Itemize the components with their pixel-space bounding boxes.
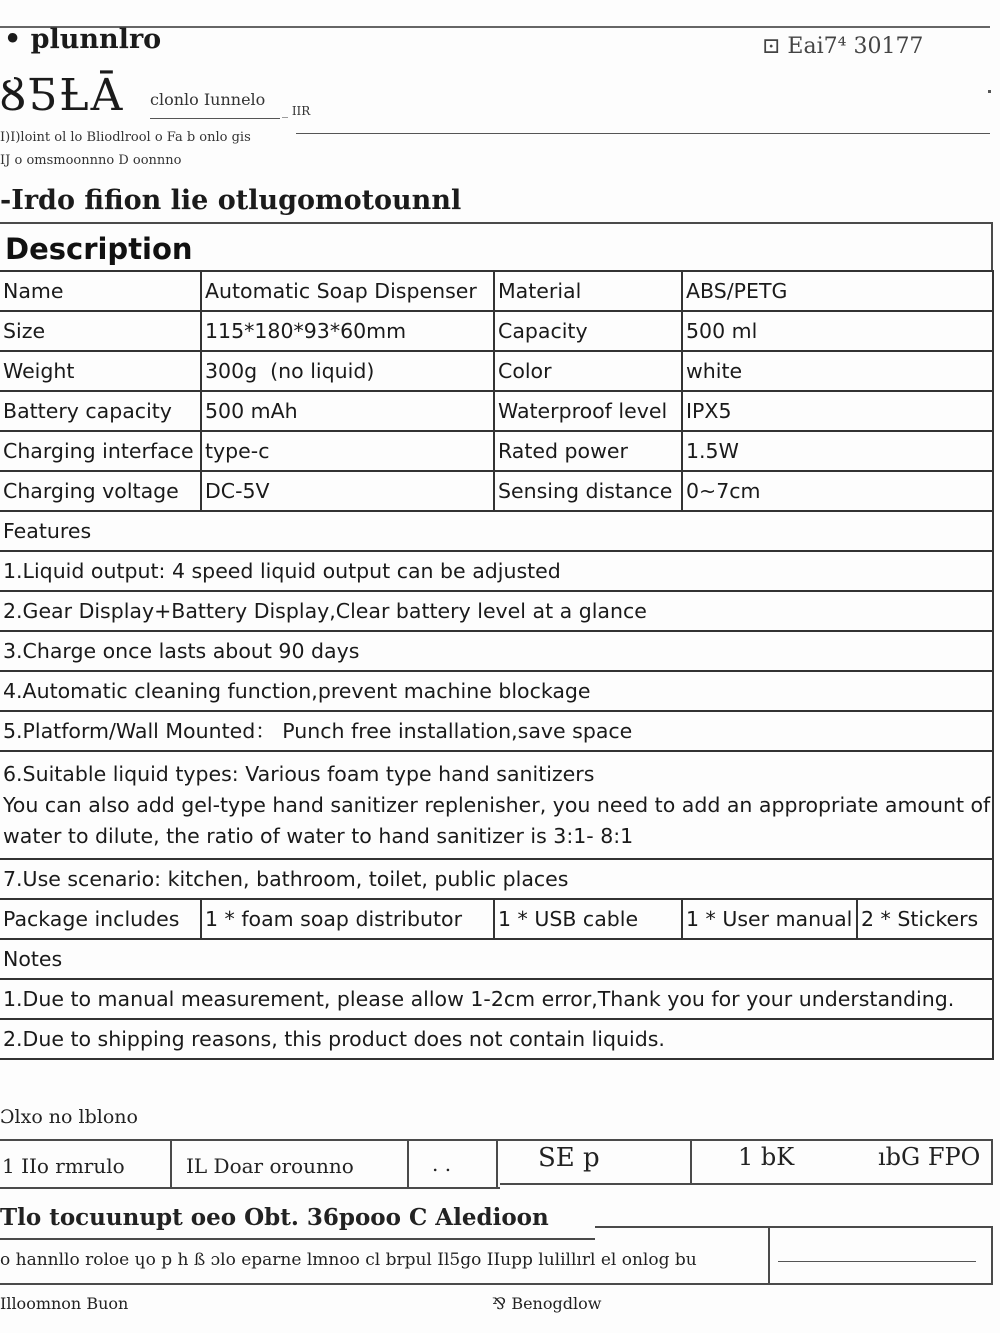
spec-value: type-c bbox=[201, 431, 494, 471]
footer-label: Ɔlxo no lblono bbox=[0, 1106, 138, 1128]
spec-label: Weight bbox=[0, 351, 201, 391]
footer-cell: 1 bK bbox=[738, 1143, 795, 1171]
spec-label: Rated power bbox=[494, 431, 682, 471]
features-header: Features bbox=[0, 511, 993, 551]
table-row bbox=[0, 351, 993, 391]
package-item: 2 * Stickers bbox=[857, 899, 993, 939]
table-row bbox=[0, 391, 993, 431]
header-sub-rule bbox=[296, 133, 990, 134]
footer-bottom-rule bbox=[0, 1283, 993, 1285]
footer-table-bottom-right bbox=[500, 1183, 993, 1185]
feature-item: 5.Platform/Wall Mounted： Punch free installation,save space bbox=[0, 711, 993, 751]
table-row bbox=[0, 671, 993, 711]
table-row bbox=[0, 311, 993, 351]
footer-bottom-right: ⅋ Benogdlow bbox=[492, 1294, 602, 1313]
footer-cell-divider bbox=[991, 1141, 993, 1184]
table-row bbox=[0, 631, 993, 671]
footer-cell-divider bbox=[690, 1141, 692, 1184]
package-item: 1 * User manual bbox=[682, 899, 857, 939]
table-row bbox=[0, 431, 993, 471]
header-subline-1: I)I)loint ol lo Bliodlrool o Fa b onlo gis bbox=[0, 130, 251, 145]
brand-name: • plunnlro bbox=[4, 24, 162, 55]
footer-line-divider bbox=[768, 1228, 770, 1284]
document-code: ⊡ Eai7⁴ 30177 bbox=[762, 34, 924, 59]
footer-cell: . . bbox=[432, 1152, 452, 1176]
table-row bbox=[0, 591, 993, 631]
package-item: 1 * USB cable bbox=[494, 899, 682, 939]
section-title: -Irdo fifion lie otlugomotounnl bbox=[0, 185, 462, 216]
header-subline-2: IJ o omsmoonnno D oonnno bbox=[0, 153, 182, 168]
spec-label: Color bbox=[494, 351, 682, 391]
spec-value: Automatic Soap Dispenser bbox=[201, 271, 494, 311]
table-row bbox=[0, 859, 993, 899]
footer-title-rule-right bbox=[595, 1226, 993, 1228]
table-row bbox=[0, 511, 993, 551]
spec-value: IPX5 bbox=[682, 391, 993, 431]
feature-item: 4.Automatic cleaning function,prevent machine blockage bbox=[0, 671, 993, 711]
package-label: Package includes bbox=[0, 899, 201, 939]
spec-value: 500 ml bbox=[682, 311, 993, 351]
logo-glyphs: ȢƼȽĀ bbox=[0, 70, 125, 121]
spec-value: ABS/PETG bbox=[682, 271, 993, 311]
spec-label: Capacity bbox=[494, 311, 682, 351]
table-row bbox=[0, 939, 993, 979]
feature-6-line: 6.Suitable liquid types: Various foam type hand sanitizers bbox=[3, 761, 595, 786]
note-item: 1.Due to manual measurement, please allow 1-2cm error,Thank you for your understanding. bbox=[0, 979, 993, 1019]
table-row bbox=[0, 899, 993, 939]
footer-line-edge bbox=[991, 1228, 993, 1284]
spec-value: 300g (no liquid) bbox=[201, 351, 494, 391]
table-row bbox=[0, 271, 993, 311]
footer-cell-divider bbox=[170, 1141, 172, 1188]
footer-cell: IL Doar orounno bbox=[186, 1154, 354, 1178]
footer-text-line: o hannllo roloe ɥo p h ß ɔlo eparne lmnoo cl brpul Il5go IIupp lulillırl el onlog bu bbox=[0, 1250, 697, 1270]
spec-value: DC-5V bbox=[201, 471, 494, 511]
footer-title-rule bbox=[0, 1238, 595, 1240]
spec-label: Name bbox=[0, 271, 201, 311]
spec-table bbox=[0, 270, 994, 1060]
feature-item: 1.Liquid output: 4 speed liquid output can be adjusted bbox=[0, 551, 993, 591]
table-right-edge-top bbox=[991, 222, 993, 272]
logo-underline bbox=[150, 118, 280, 119]
footer-table-bottom-left bbox=[0, 1187, 500, 1189]
footer-cell: ıbG FPO bbox=[878, 1143, 981, 1171]
spec-value: 500 mAh bbox=[201, 391, 494, 431]
footer-bottom-left: Illoomnon Buon bbox=[0, 1294, 129, 1313]
spec-value: 1.5W bbox=[682, 431, 993, 471]
feature-item: 3.Charge once lasts about 90 days bbox=[0, 631, 993, 671]
description-title: Description bbox=[5, 232, 193, 266]
table-row bbox=[0, 471, 993, 511]
section-rule bbox=[0, 222, 993, 224]
table-row bbox=[0, 1019, 993, 1059]
footer-cell-divider bbox=[407, 1141, 409, 1188]
table-row bbox=[0, 751, 993, 859]
footer-cell: 1 IIo rmrulo bbox=[2, 1154, 125, 1178]
note-item: 2.Due to shipping reasons, this product does not contain liquids. bbox=[0, 1019, 993, 1059]
package-item: 1 * foam soap distributor bbox=[201, 899, 494, 939]
feature-6-line: water to dilute, the ratio of water to hand sanitizer is 3:1- 8:1 bbox=[3, 823, 634, 848]
footer-signature-line bbox=[778, 1261, 976, 1262]
feature-6-line: You can also add gel-type hand sanitizer replenisher, you need to add an appropriate amount of bbox=[3, 792, 991, 817]
feature-item-multiline bbox=[0, 751, 993, 859]
table-row bbox=[0, 551, 993, 591]
logo-caption-small: _ IIR bbox=[282, 104, 311, 118]
notes-header: Notes bbox=[0, 939, 993, 979]
spec-label: Charging interface bbox=[0, 431, 201, 471]
spec-label: Material bbox=[494, 271, 682, 311]
edge-mark bbox=[988, 90, 991, 93]
spec-value: 0~7cm bbox=[682, 471, 993, 511]
spec-label: Battery capacity bbox=[0, 391, 201, 431]
spec-value: white bbox=[682, 351, 993, 391]
footer-cell-divider bbox=[496, 1141, 498, 1188]
table-row bbox=[0, 979, 993, 1019]
feature-item: 2.Gear Display+Battery Display,Clear battery level at a glance bbox=[0, 591, 993, 631]
feature-item: 7.Use scenario: kitchen, bathroom, toilet, public places bbox=[0, 859, 993, 899]
spec-value: 115*180*93*60mm bbox=[201, 311, 494, 351]
spec-label: Charging voltage bbox=[0, 471, 201, 511]
footer-cell: SE p bbox=[538, 1143, 600, 1173]
table-row bbox=[0, 711, 993, 751]
spec-label: Waterproof level bbox=[494, 391, 682, 431]
spec-label: Size bbox=[0, 311, 201, 351]
logo-caption: clonlo Iunnelo bbox=[150, 90, 266, 109]
spec-label: Sensing distance bbox=[494, 471, 682, 511]
footer-title: Tlo tocuunupt oeo Obt. 36pooo C Aledioon bbox=[0, 1204, 549, 1231]
